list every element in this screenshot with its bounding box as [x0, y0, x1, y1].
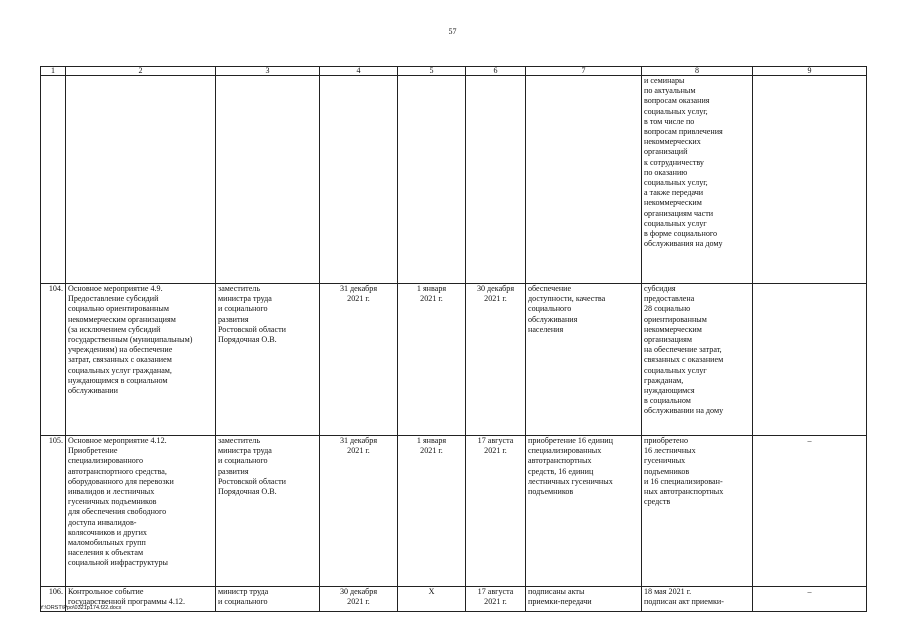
column-header: 8: [642, 67, 753, 76]
cell-responsible: [216, 76, 320, 284]
cell-start-date: Х: [398, 587, 466, 612]
table-row: [41, 76, 867, 284]
cell-planned-result: обеспечение доступности, качества социального обслуживания населения: [526, 284, 642, 436]
cell-number: 105.: [41, 436, 66, 587]
cell-responsible: заместитель министра труда и социального развития Ростовской области Порядочная О.В.: [216, 436, 320, 587]
column-header: 7: [526, 67, 642, 76]
cell-number: [41, 76, 66, 284]
column-header: 2: [66, 67, 216, 76]
cell-planned-date: 31 декабря 2021 г.: [320, 436, 398, 587]
cell-end-date: [466, 76, 526, 284]
cell-start-date: 1 января 2021 г.: [398, 284, 466, 436]
cell-planned-date: [320, 76, 398, 284]
cell-start-date: 1 января 2021 г.: [398, 436, 466, 587]
report-table: [40, 66, 867, 612]
cell-event: Основное мероприятие 4.12. Приобретение специализированного автотранспортного средства, оборудованного для перевозки инвалидов и лестничных гусеничных подъемников для обеспечения свободного доступа инвалидов- колясочников и других маломобильных групп населения к объектам социальной инфраструктуры: [66, 436, 216, 587]
cell-number: 106.: [41, 587, 66, 612]
column-header: 6: [466, 67, 526, 76]
cell-planned-result: [526, 76, 642, 284]
cell-planned-result: подписаны акты приемки-передачи: [526, 587, 642, 612]
cell-planned-result: приобретение 16 единиц специализированных автотранспортных средств, 16 единиц лестничных гусеничных подъемников: [526, 436, 642, 587]
table-row: [41, 436, 867, 587]
cell-planned-date: 31 декабря 2021 г.: [320, 284, 398, 436]
table-row: [41, 587, 867, 612]
column-header: 3: [216, 67, 320, 76]
cell-event: [66, 76, 216, 284]
cell-end-date: 30 декабря 2021 г.: [466, 284, 526, 436]
cell-note: –: [753, 587, 867, 612]
cell-number: 104.: [41, 284, 66, 436]
file-path-footer: Y:\ORST\Ppo\0321p174.f22.docx: [40, 605, 122, 611]
cell-event: Контрольное событие государственной программы 4.12.: [66, 587, 216, 612]
cell-actual-result: субсидия предоставлена 28 социально ориентированным некоммерческим организациям на обеспечение затрат, связанных с оказанием социальных услуг гражданам, нуждающимся в социальном обслуживании на дому: [642, 284, 753, 436]
table-row: [41, 284, 867, 436]
header-row: [41, 67, 867, 76]
column-header: 5: [398, 67, 466, 76]
cell-planned-date: 30 декабря 2021 г.: [320, 587, 398, 612]
cell-end-date: 17 августа 2021 г.: [466, 436, 526, 587]
cell-actual-result: и семинары по актуальным вопросам оказания социальных услуг, в том числе по вопросам привлечения некоммерческих организаций к сотрудничеству по оказанию социальных услуг, а также передачи некоммерческим организациям части социальных услуг в форме социального обслуживания на дому: [642, 76, 753, 284]
cell-start-date: [398, 76, 466, 284]
cell-responsible: министр труда и социального: [216, 587, 320, 612]
column-header: 1: [41, 67, 66, 76]
cell-responsible: заместитель министра труда и социального развития Ростовской области Порядочная О.В.: [216, 284, 320, 436]
page-number: 57: [448, 27, 457, 36]
cell-event: Основное мероприятие 4.9. Предоставление субсидий социально ориентированным некоммерческим организациям (за исключением субсидий государственным (муниципальным) учреждениям) на обеспечение затрат, связанных с оказанием социальных услуг гражданам, нуждающимся в социальном обслуживании: [66, 284, 216, 436]
cell-end-date: 17 августа 2021 г.: [466, 587, 526, 612]
column-header: 9: [753, 67, 867, 76]
cell-note: [753, 76, 867, 284]
cell-actual-result: 18 мая 2021 г. подписан акт приемки-: [642, 587, 753, 612]
cell-actual-result: приобретено 16 лестничных гусеничных подъемников и 16 специализирован- ных автотранспортных средств: [642, 436, 753, 587]
column-header: 4: [320, 67, 398, 76]
cell-note: [753, 284, 867, 436]
cell-note: –: [753, 436, 867, 587]
